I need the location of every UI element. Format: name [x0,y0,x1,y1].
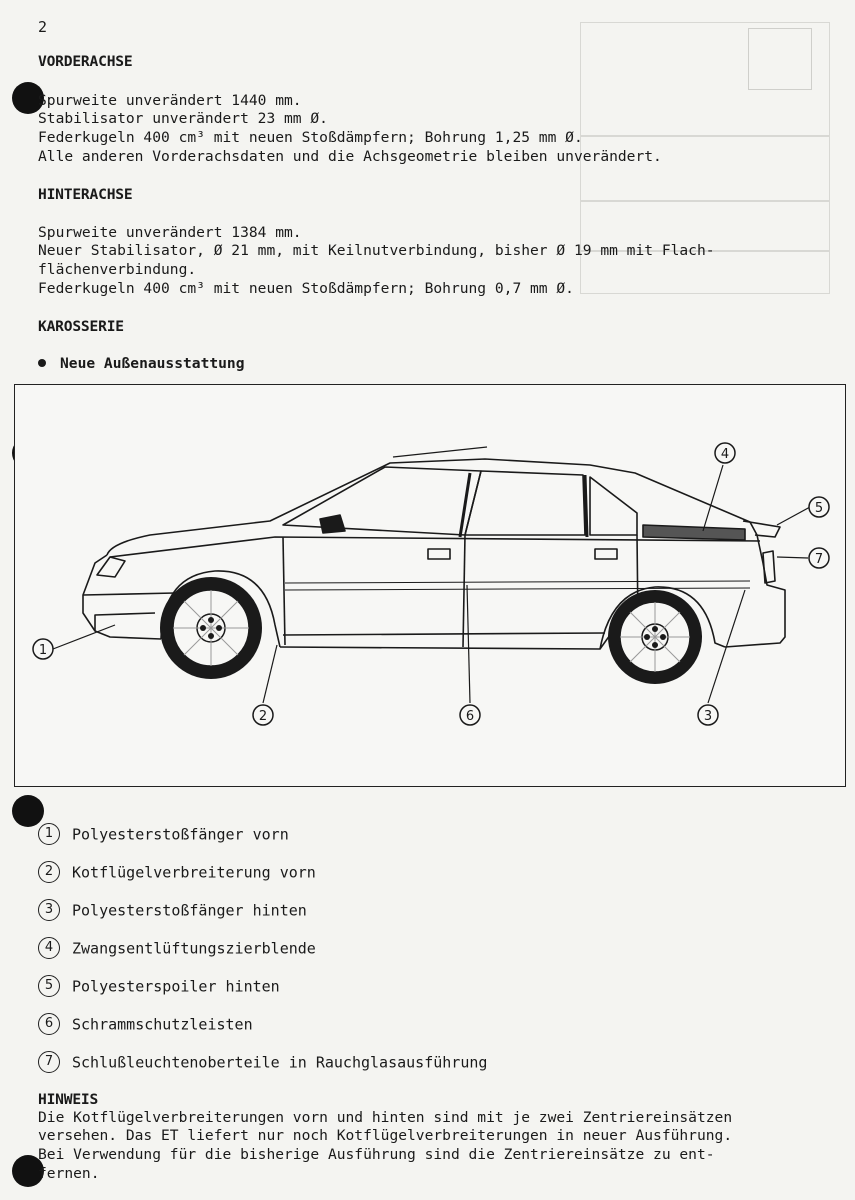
callout-5: 5 [814,501,824,516]
hinweis-line: Die Kotflügelverbreiterungen vorn und hinten sind mit je zwei Zentriereinsätzen [38,1109,733,1126]
legend-number: 1 [38,823,60,845]
legend-text: Schrammschutzleisten [72,1015,253,1034]
legend-number: 2 [38,861,60,883]
legend-text: Polyesterstoßfänger vorn [72,825,289,844]
karosserie-bullet [38,355,245,372]
hinweis-line: fernen. [38,1165,100,1182]
bullet-dot [38,359,46,367]
hinterachse-line: Neuer Stabilisator, Ø 21 mm, mit Keilnutverbindung, bisher Ø 19 mm mit Flach- [38,242,715,259]
legend-text: Kotflügelverbreiterung vorn [72,863,316,882]
vorderachse-line: Spurweite unverändert 1440 mm. [38,92,302,109]
hinterachse-line: flächenverbindung. [38,261,197,278]
section-heading-vorderachse: VORDERACHSE [38,53,133,70]
section-heading-karosserie: KAROSSERIE [38,318,124,335]
page-number: 2 [38,18,48,36]
hinweis-line: Bei Verwendung für die bisherige Ausführung sind die Zentriereinsätze zu ent- [38,1146,715,1163]
legend-number: 7 [38,1051,60,1073]
hinweis-line: versehen. Das ET liefert nur noch Kotflügelverbreiterungen in neuer Ausführung. [38,1127,733,1144]
legend-text: Polyesterspoiler hinten [72,977,280,996]
legend-item [38,1052,487,1074]
car-illustration [15,385,845,786]
legend-item [38,1014,253,1036]
legend-number: 3 [38,899,60,921]
hinweis-heading: HINWEIS [38,1091,99,1108]
legend-text: Polyesterstoßfänger hinten [72,901,307,920]
legend-item [38,900,307,922]
legend-number: 5 [38,975,60,997]
legend-item [38,862,316,884]
callout-4: 4 [720,447,730,462]
callout-6: 6 [465,709,475,724]
legend-text: Zwangsentlüftungszierblende [72,939,316,958]
legend-item [38,824,289,846]
legend-item [38,976,280,998]
bleed-through-rule [580,200,830,202]
legend-text: Schlußleuchtenoberteile in Rauchglasausführung [72,1053,488,1072]
callout-2: 2 [258,709,268,724]
vorderachse-line: Alle anderen Vorderachsdaten und die Achsgeometrie bleiben unverändert. [38,148,662,165]
legend-item [38,938,316,960]
car-side-view-figure [14,384,846,787]
karosserie-bullet-label: Neue Außenausstattung [60,355,245,372]
section-heading-hinterachse: HINTERACHSE [38,186,133,203]
callout-3: 3 [703,709,713,724]
bleed-through-rule [580,135,830,137]
vorderachse-line: Federkugeln 400 cm³ mit neuen Stoßdämpfern; Bohrung 1,25 mm Ø. [38,129,583,146]
callout-7: 7 [814,552,824,567]
hinterachse-line: Spurweite unverändert 1384 mm. [38,224,302,241]
bleed-through-logo [748,28,812,90]
hinterachse-line: Federkugeln 400 cm³ mit neuen Stoßdämpfern; Bohrung 0,7 mm Ø. [38,280,574,297]
legend-number: 6 [38,1013,60,1035]
legend-number: 4 [38,937,60,959]
punch-hole [12,795,44,827]
callout-1: 1 [38,643,48,658]
vorderachse-line: Stabilisator unverändert 23 mm Ø. [38,110,328,127]
